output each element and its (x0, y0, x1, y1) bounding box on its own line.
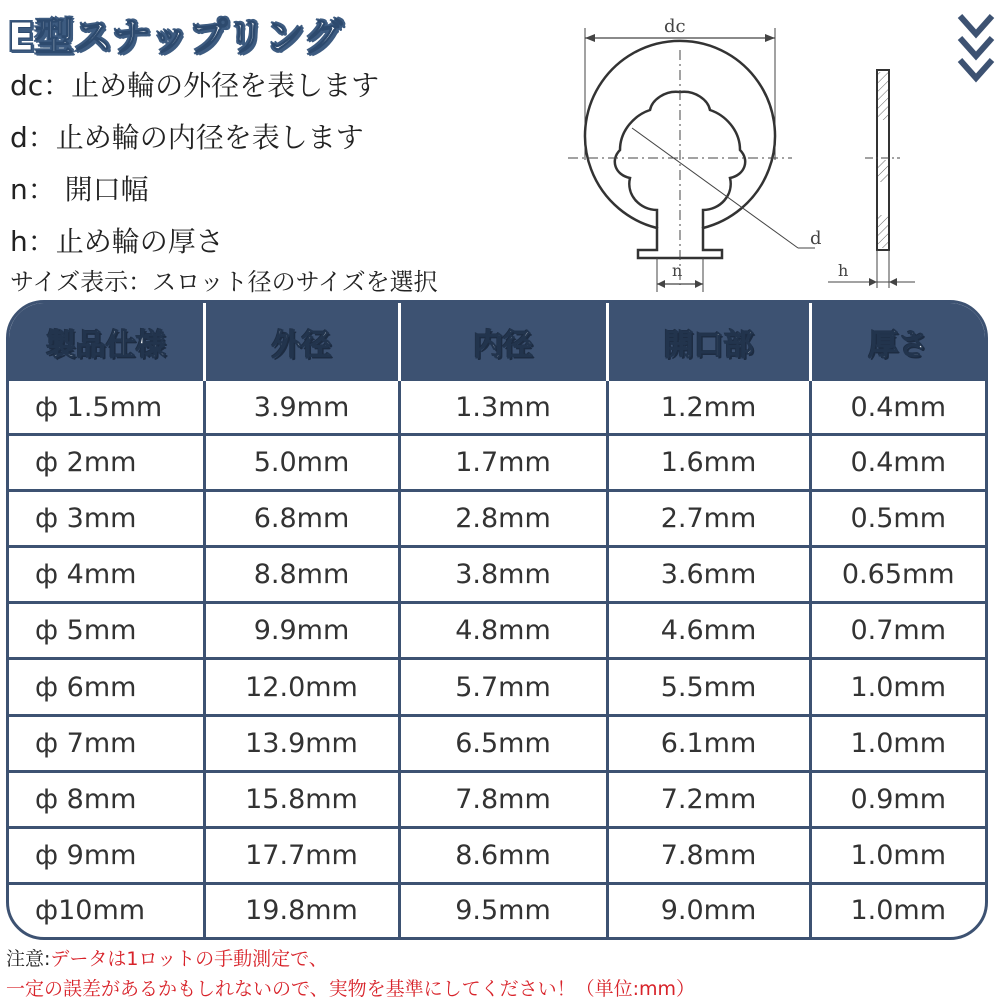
cell-outer-diameter: 15.8mm (204, 771, 399, 827)
table-row (9, 827, 985, 883)
cell-spec: ф 6mm (9, 659, 204, 715)
table-row (9, 883, 985, 937)
cell-outer-diameter: 5.0mm (204, 435, 399, 491)
triple-chevron-down-icon (956, 8, 996, 90)
note-prefix: 注意: (6, 948, 51, 970)
spec-table-container (6, 300, 988, 940)
cell-thickness: 0.9mm (810, 771, 985, 827)
cell-inner-diameter: 6.5mm (399, 715, 607, 771)
cell-opening: 7.2mm (607, 771, 810, 827)
label-h: h (838, 261, 849, 280)
cell-outer-diameter: 13.9mm (204, 715, 399, 771)
cell-opening: 9.0mm (607, 883, 810, 937)
cell-opening: 1.6mm (607, 435, 810, 491)
table-row (9, 547, 985, 603)
cell-inner-diameter: 9.5mm (399, 883, 607, 937)
table-row (9, 491, 985, 547)
e-ring-diagram (560, 10, 920, 295)
cell-thickness: 0.7mm (810, 603, 985, 659)
cell-inner-diameter: 5.7mm (399, 659, 607, 715)
header-outer-diameter: 外径 (204, 303, 399, 381)
desc-d: d：止め輪の内径を表します (10, 121, 364, 154)
table-row (9, 603, 985, 659)
table-row (9, 659, 985, 715)
spec-table (9, 303, 985, 937)
label-n: n (672, 261, 683, 280)
cell-inner-diameter: 2.8mm (399, 491, 607, 547)
header-spec: 製品仕様 (9, 303, 204, 381)
page-title: E型スナップリング (8, 15, 344, 59)
cell-thickness: 1.0mm (810, 827, 985, 883)
cell-spec: ф 4mm (9, 547, 204, 603)
cell-spec: ф 9mm (9, 827, 204, 883)
cell-inner-diameter: 4.8mm (399, 603, 607, 659)
desc-h: h：止め輪の厚さ (10, 225, 224, 258)
cell-spec: ф 7mm (9, 715, 204, 771)
table-row (9, 435, 985, 491)
cell-outer-diameter: 17.7mm (204, 827, 399, 883)
cell-thickness: 1.0mm (850, 895, 947, 927)
cell-outer-diameter: 8.8mm (204, 547, 399, 603)
cell-inner-diameter: 8.6mm (399, 827, 607, 883)
cell-thickness: 0.4mm (810, 381, 985, 435)
header-opening: 開口部 (607, 303, 810, 381)
cell-inner-diameter: 1.3mm (399, 381, 607, 435)
cell-inner-diameter: 1.7mm (399, 435, 607, 491)
cell-inner-diameter: 3.8mm (399, 547, 607, 603)
table-row (9, 771, 985, 827)
note-line-1 (6, 944, 328, 971)
table-row (9, 381, 985, 435)
cell-opening: 4.6mm (607, 603, 810, 659)
cell-opening: 3.6mm (607, 547, 810, 603)
desc-dc: dc：止め輪の外径を表します (10, 69, 380, 102)
cell-outer-diameter: 3.9mm (204, 381, 399, 435)
desc-n: n： 開口幅 (10, 173, 149, 206)
cell-opening: 1.2mm (607, 381, 810, 435)
cell-opening: 7.8mm (607, 827, 810, 883)
header-thickness: 厚さ (810, 303, 985, 381)
table-row (9, 715, 985, 771)
cell-thickness: 1.0mm (810, 715, 985, 771)
cell-outer-diameter: 9.9mm (204, 603, 399, 659)
cell-thickness: 1.0mm (810, 659, 985, 715)
cell-opening: 2.7mm (607, 491, 810, 547)
table-header-row (9, 303, 985, 381)
cell-opening: 6.1mm (607, 715, 810, 771)
cell-spec: ф10mm (9, 883, 204, 937)
cell-spec: ф 3mm (9, 491, 204, 547)
cell-outer-diameter: 19.8mm (204, 883, 399, 937)
cell-spec: ф 5mm (9, 603, 204, 659)
cell-thickness: 0.5mm (810, 491, 985, 547)
cell-outer-diameter: 12.0mm (204, 659, 399, 715)
cell-spec: ф 1.5mm (9, 381, 204, 435)
cell-opening: 5.5mm (607, 659, 810, 715)
cell-spec: ф 8mm (9, 771, 204, 827)
note-line-2: 一定の誤差があるかもしれないので、実物を基準にしてください！（単位:mm） (6, 978, 696, 1000)
label-d: d (810, 228, 822, 249)
cell-spec: ф 2mm (9, 435, 204, 491)
label-dc: dc (664, 16, 686, 37)
desc-size: サイズ表示：スロット径のサイズを選択 (10, 268, 438, 296)
header-inner-diameter: 内径 (399, 303, 607, 381)
cell-outer-diameter: 6.8mm (204, 491, 399, 547)
cell-inner-diameter: 7.8mm (399, 771, 607, 827)
cell-thickness: 0.4mm (810, 435, 985, 491)
note-text-1: データは1ロットの手動測定で、 (50, 948, 328, 970)
cell-thickness: 0.65mm (810, 547, 985, 603)
